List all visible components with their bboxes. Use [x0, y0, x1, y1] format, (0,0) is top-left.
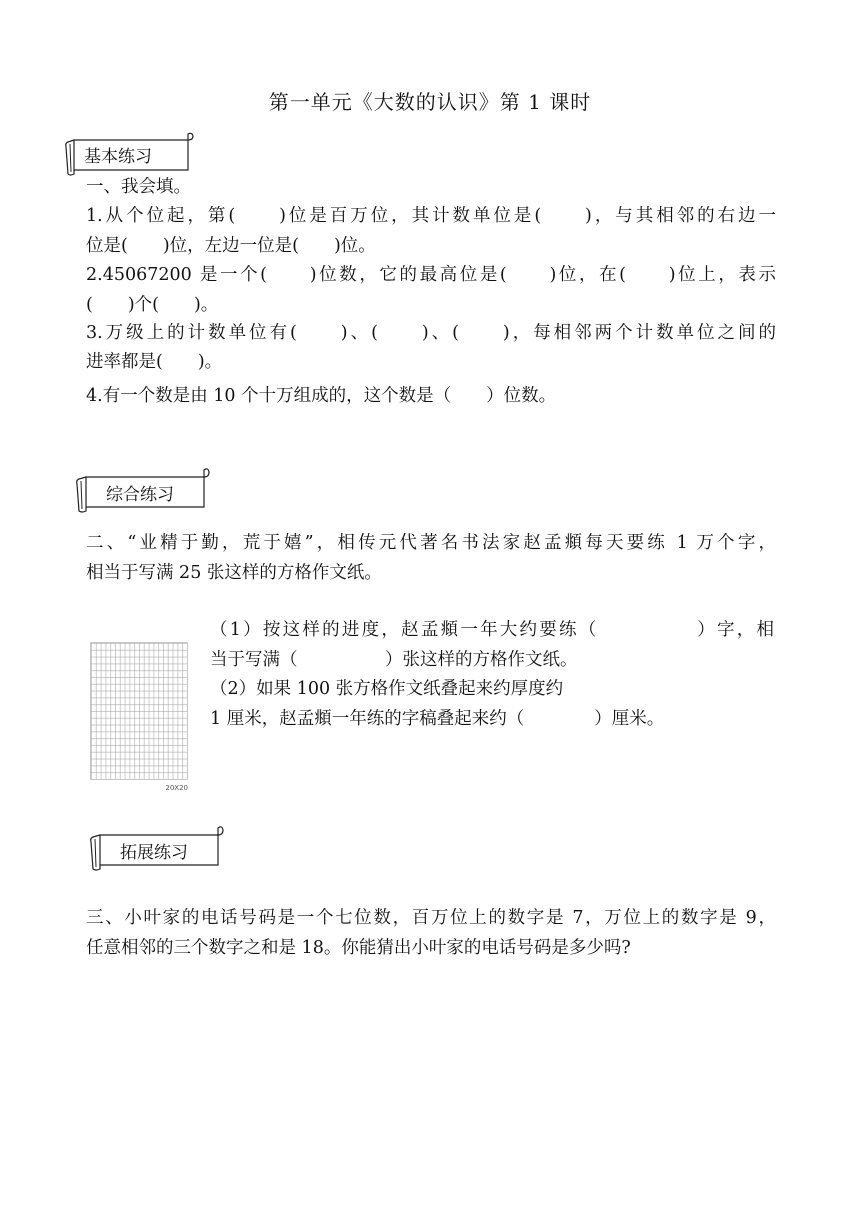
question-1-line-2: 位是( )位，左边一位是( )位。	[86, 236, 376, 256]
subquestion-1-line-1: （1）按这样的进度，赵孟頫一年大约要练（ ）字，相	[210, 620, 774, 640]
subquestion-1-line-2: 当于写满（ ）张这样的方格作文纸。	[210, 650, 578, 670]
page-title: 第一单元《大数的认识》第 1 课时	[268, 90, 592, 114]
section-tag: 基本练习	[84, 147, 152, 167]
subquestion-2-line-1: （2）如果 100 张方格作文纸叠起来约厚度约	[210, 679, 564, 699]
section-banner-extended	[88, 823, 226, 863]
question-1-line-1: 1.从个位起，第( )位是百万位，其计数单位是( )，与其相邻的右边一	[86, 206, 776, 226]
subquestion-2-line-2: 1 厘米，赵孟頫一年练的字稿叠起来约（ ）厘米。	[210, 709, 665, 729]
heading-one: 一、我会填。	[86, 177, 191, 197]
question-3-main-line-2: 任意相邻的三个数字之和是 18。你能猜出小叶家的电话号码是多少吗?	[86, 938, 631, 958]
grid-caption: 20X20	[165, 784, 188, 792]
question-2-line-1: 2.45067200 是一个( )位数，它的最高位是( )位，在( )位上，表示	[86, 265, 776, 285]
section-banner-basic	[64, 130, 196, 170]
question-4: 4.有一个数是由 10 个十万组成的，这个数是（ ）位数。	[86, 386, 557, 406]
question-3-line-2: 进率都是( )。	[86, 352, 223, 372]
grid-paper-icon	[90, 642, 188, 780]
question-2-main-line-1: 二、“业精于勤，荒于嬉”，相传元代著名书法家赵孟頫每天要练 1 万个字，	[86, 533, 776, 553]
question-2-line-2: ( )个( )。	[86, 295, 219, 315]
grid-paper-image	[88, 640, 192, 792]
question-3-line-1: 3.万级上的计数单位有( )、( )、( )，每相邻两个计数单位之间的	[86, 323, 776, 343]
section-banner-comprehensive	[74, 465, 212, 505]
section-tag: 综合练习	[106, 485, 174, 505]
question-2-main-line-2: 相当于写满 25 张这样的方格作文纸。	[86, 563, 382, 583]
section-tag: 拓展练习	[120, 843, 188, 863]
question-3-main-line-1: 三、小叶家的电话号码是一个七位数，百万位上的数字是 7，万位上的数字是 9，	[86, 908, 776, 928]
